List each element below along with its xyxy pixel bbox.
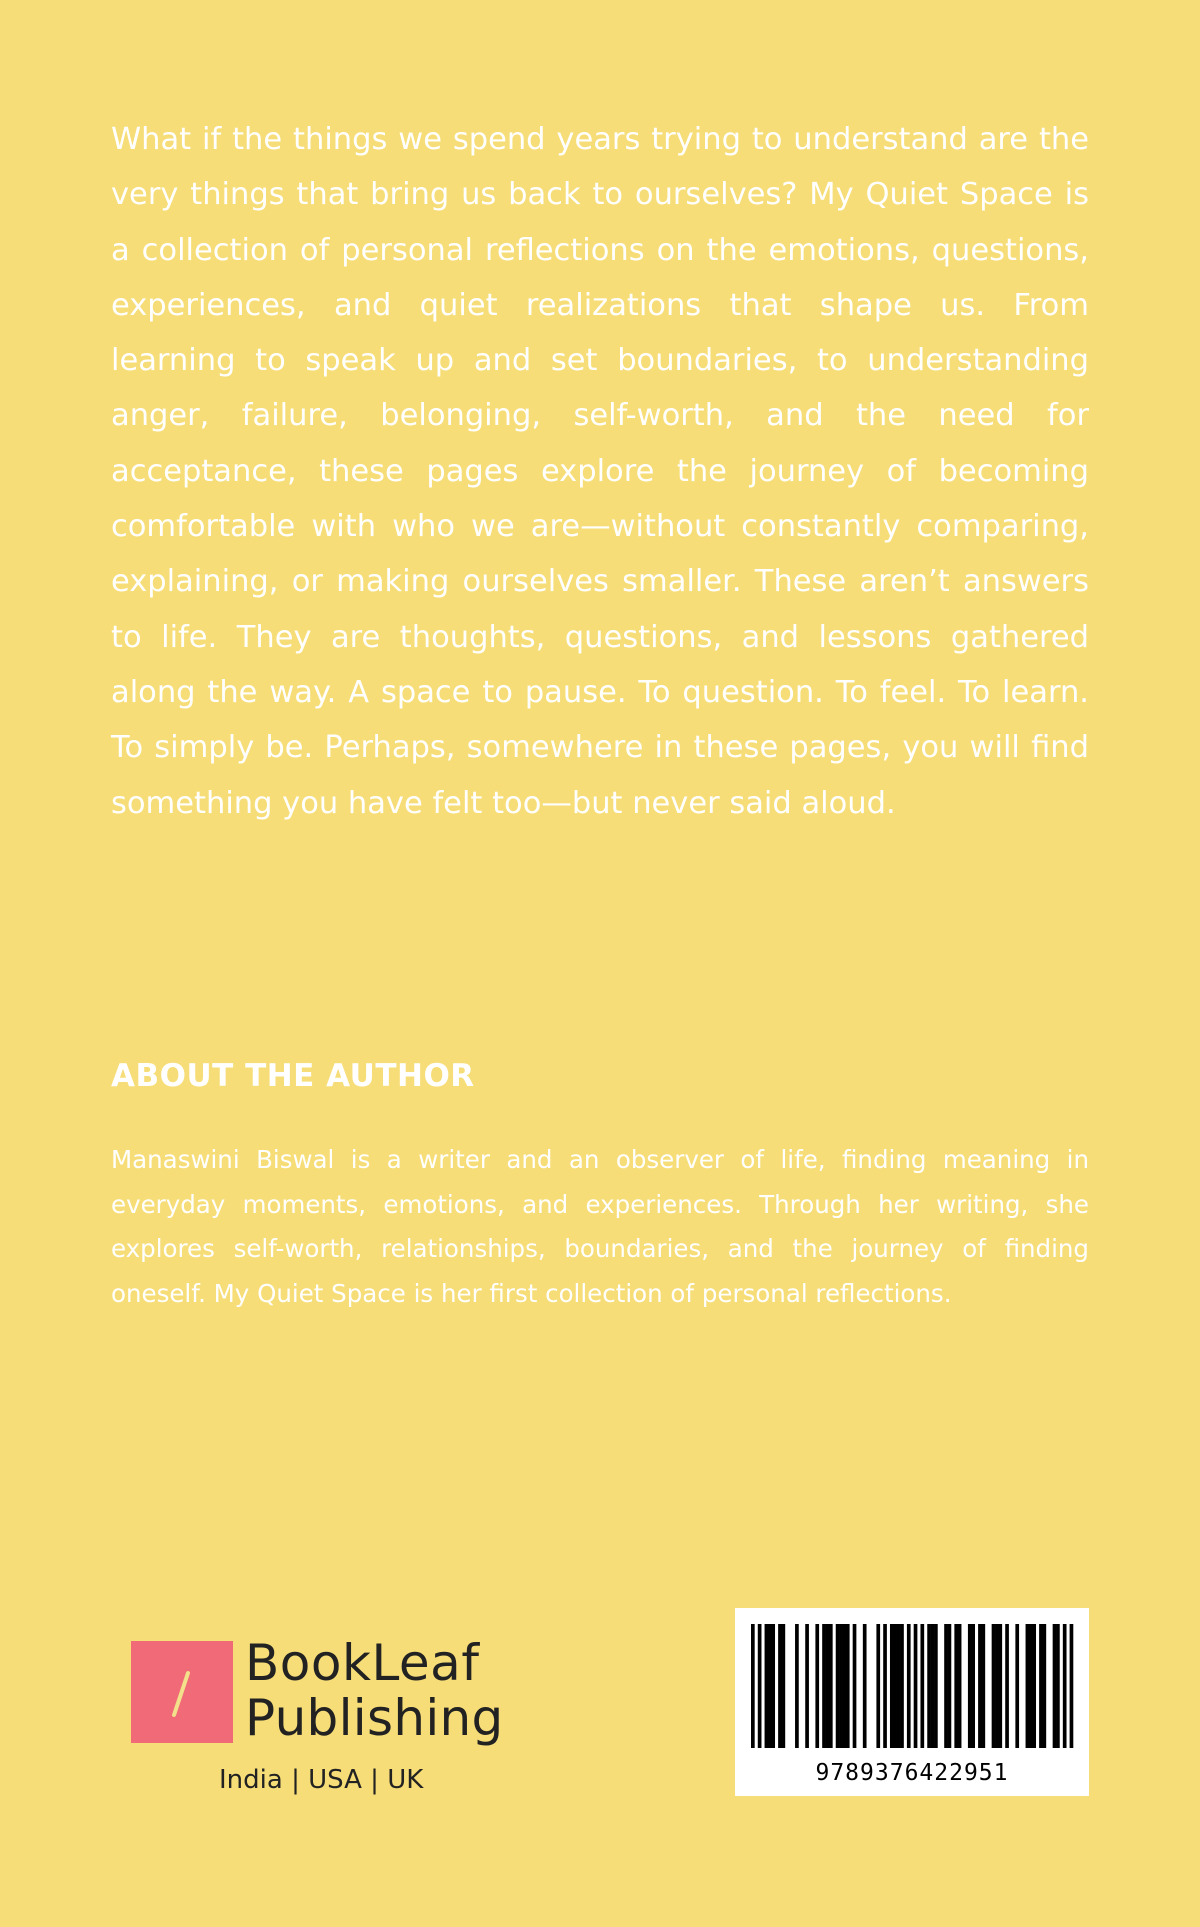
barcode-bar (846, 1624, 850, 1748)
barcode-bar (1063, 1624, 1067, 1748)
barcode-bar (826, 1624, 830, 1748)
barcode-bar (920, 1624, 924, 1748)
barcode-bar (1026, 1624, 1030, 1748)
barcode-bar (968, 1624, 972, 1748)
barcode-bar (1056, 1624, 1060, 1748)
barcode-bar (1070, 1624, 1074, 1748)
publisher-regions: India | USA | UK (219, 1765, 424, 1795)
barcode-bar (758, 1624, 762, 1748)
barcode-bar (995, 1624, 999, 1748)
barcode-bar (893, 1624, 897, 1748)
barcode-bar (768, 1624, 772, 1748)
barcode-bar (914, 1624, 918, 1748)
barcode-bar (843, 1624, 847, 1748)
barcode-bar (890, 1624, 894, 1748)
barcode-bar (771, 1624, 775, 1748)
barcode-bar (971, 1624, 975, 1748)
isbn-barcode (735, 1608, 1089, 1796)
barcode-bar (907, 1624, 911, 1748)
barcode-bar (805, 1624, 809, 1748)
barcode-bar (948, 1624, 952, 1748)
barcode-bar (1015, 1624, 1019, 1748)
barcode-bar (934, 1624, 938, 1748)
barcode-bar (927, 1624, 931, 1748)
back-cover-blurb: What if the things we spend years trying to understand are the very things that bring us back to ourselves? My Quiet Space is a collection of personal reflections on the emotions, questions, experiences, and quiet realizations that shape us. From learning to speak up and set boundaries, to understanding anger, failure, belonging, self-worth, and the need for acceptance, these pages explore the journey of becoming comfortable with who we are—without constantly comparing, explaining, or making ourselves smaller. These aren’t answers to life. They are thoughts, questions, and lessons gathered along the way. A space to pause. To question. To feel. To learn. To simply be. Perhaps, somewhere in these pages, you will find something you have felt too—but never said aloud. (111, 122, 1089, 821)
publisher-logo (131, 1634, 511, 1797)
barcode-bar (883, 1624, 887, 1748)
barcode-bar (778, 1624, 782, 1748)
publisher-name-line1: BookLeaf (245, 1634, 480, 1692)
barcode-bar (944, 1624, 948, 1748)
barcode-bar (1005, 1624, 1009, 1748)
barcode-bar (897, 1624, 901, 1748)
publisher-name-line2: Publishing (245, 1689, 504, 1747)
barcode-bar (795, 1624, 799, 1748)
barcode-bar (822, 1624, 826, 1748)
barcode-bar (863, 1624, 867, 1748)
about-author-text: Manaswini Biswal is a writer and an observer of life, finding meaning in everyday moments, emotions, and experiences. Through her writing, she explores self-worth, relationships, boundaries, and the journey of finding oneself. My Quiet Space is her first collection of personal reflections. (111, 1145, 1089, 1308)
about-author-heading: ABOUT THE AUTHOR (111, 1058, 475, 1094)
barcode-bar (1042, 1624, 1046, 1748)
barcode-bar (829, 1624, 833, 1748)
leaf-slash-icon (131, 1641, 233, 1743)
barcode-bar (836, 1624, 840, 1748)
barcode-bar (853, 1624, 857, 1748)
barcode-bar (954, 1624, 958, 1748)
barcode-bar (931, 1624, 935, 1748)
barcode-bar (978, 1624, 982, 1748)
barcode-bar (839, 1624, 843, 1748)
barcode-bar (981, 1624, 985, 1748)
barcode-bar (1039, 1624, 1043, 1748)
barcode-bar (998, 1624, 1002, 1748)
barcode-bar (1053, 1624, 1057, 1748)
barcode-bar (782, 1624, 786, 1748)
barcode-bar (900, 1624, 904, 1748)
barcode-bar (876, 1624, 880, 1748)
isbn-number: 9789376422951 (815, 1760, 1009, 1786)
barcode-bar (751, 1624, 755, 1748)
barcode-bar (1029, 1624, 1033, 1748)
barcode-bar (1032, 1624, 1036, 1748)
barcode-bar (765, 1624, 769, 1748)
barcode-bar (815, 1624, 819, 1748)
barcode-bar (992, 1624, 996, 1748)
barcode-bar (958, 1624, 962, 1748)
